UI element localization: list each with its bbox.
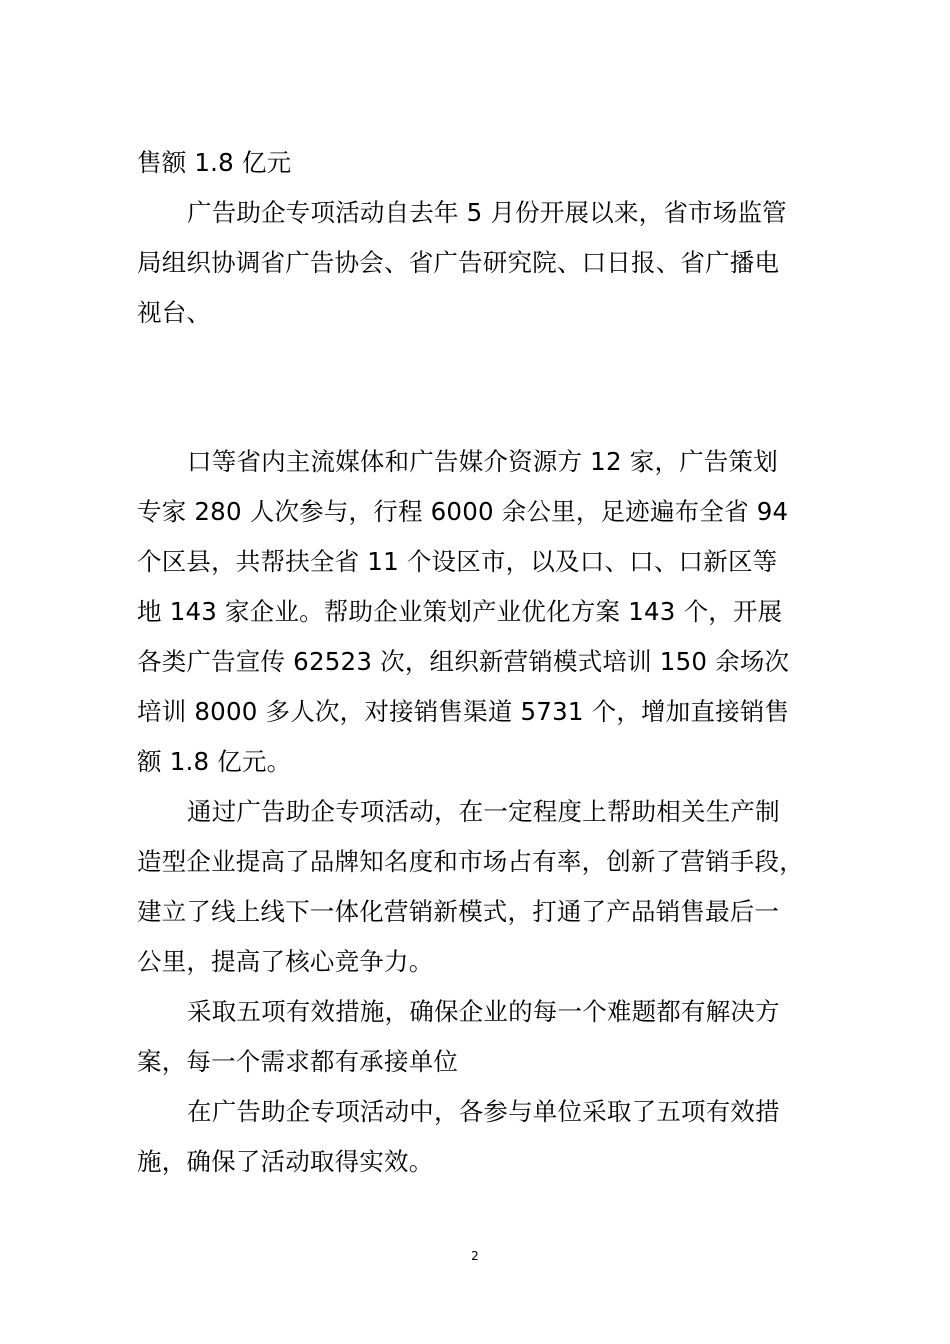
text-line: 额 1.8 亿元。 (137, 747, 292, 776)
text-line: 广告助企专项活动自去年 5 月份开展以来，省市场监管 (187, 198, 787, 227)
page-number: 2 (471, 1249, 479, 1263)
text-line: 专家 280 人次参与，行程 6000 余公里，足迹遍布全省 94 (137, 497, 789, 526)
text-block-main (137, 437, 827, 1187)
text-line: 视台、 (137, 298, 212, 327)
text-line: 通过广告助企专项活动，在一定程度上帮助相关生产制 (187, 797, 780, 826)
text-line: 在广告助企专项活动中，各参与单位采取了五项有效措 (187, 1097, 780, 1126)
text-block-top (137, 138, 827, 338)
text-line: 造型企业提高了品牌知名度和市场占有率，创新了营销手段， (137, 847, 804, 876)
text-line: 地 143 家企业。帮助企业策划产业优化方案 143 个，开展 (137, 597, 783, 626)
text-line: 各类广告宣传 62523 次，组织新营销模式培训 150 余场次 (137, 647, 790, 676)
text-line: 公里，提高了核心竞争力。 (137, 947, 434, 976)
text-line: 施，确保了活动取得实效。 (137, 1147, 434, 1176)
text-line: 售额 1.8 亿元 (137, 148, 292, 177)
text-line: 建立了线上线下一体化营销新模式，打通了产品销售最后一 (137, 897, 780, 926)
text-line: 案，每一个需求都有承接单位 (137, 1047, 459, 1076)
text-line: 培训 8000 多人次，对接销售渠道 5731 个，增加直接销售 (137, 697, 790, 726)
text-line: 采取五项有效措施，确保企业的每一个难题都有解决方 (187, 997, 780, 1026)
text-line: 个区县，共帮扶全省 11 个设区市，以及口、口、口新区等 (137, 547, 778, 576)
text-line: 局组织协调省广告协会、省广告研究院、口日报、省广播电 (137, 248, 780, 277)
text-line: 口等省内主流媒体和广告媒介资源方 12 家，广告策划 (187, 447, 778, 476)
